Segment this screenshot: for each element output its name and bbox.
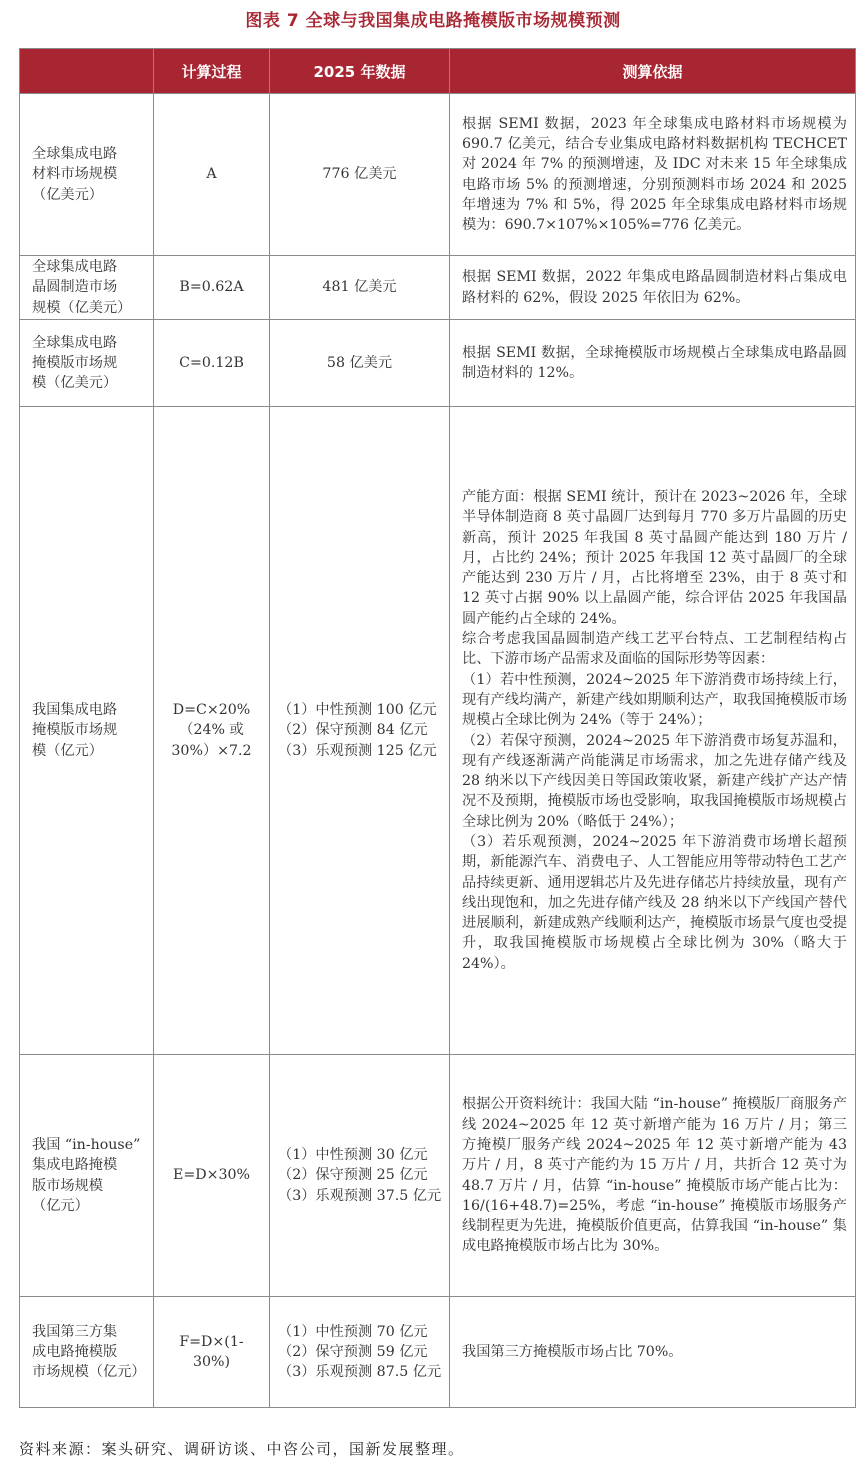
text-line: 我国集成电路	[32, 702, 118, 719]
text-para: 我国第三方掩模版市场占比 70%。	[462, 1343, 683, 1360]
row-item-name	[20, 320, 154, 407]
text-para: （3）若乐观预测，2024~2025 年下游消费市场增长超预期，新能源汽车、消费电子、人工智能应用等带动特色工艺产品持续更新、通用逻辑芯片及先进存储芯片持续放量，现有产线出现饱和，加之先进存储产线及 28 纳米以下产线国产替代进展顺利，新建成熟产线顺利达产，掩模版市场景气度也受提升，取我国掩模版市场规模占全球比例为 30%（略大于 24%）。	[462, 833, 847, 972]
header-2025-data: 2025 年数据	[270, 49, 450, 94]
row-basis	[450, 94, 856, 256]
table-row	[20, 94, 856, 256]
text-line: （24% 或	[179, 722, 244, 739]
row-2025-data	[270, 94, 450, 256]
text-line: 模（亿美元）	[32, 375, 118, 392]
text-line: （亿元）	[32, 1197, 89, 1214]
text-line: （3）乐观预测 37.5 亿元	[278, 1187, 442, 1204]
text-para: 产能方面：根据 SEMI 统计，预计在 2023~2026 年，全球半导体制造商 8 英寸晶圆厂达到每月 770 多万片晶圆的历史新高，预计 2025 年我国 8 英寸晶圆产能达到 180 万片 / 月，占比约 24%；预计 2025 年我国 12 英寸晶圆厂的全球产能达到 230 万片 / 月，占比将增至 23%，由于 8 英寸和 12 英寸占据 90% 以上晶圆产能，综合评估 2025 年我国晶圆产能约占全球的 24%。	[462, 488, 847, 627]
text-para: 综合考虑我国晶圆制造产线工艺平台特点、工艺制程结构占比、下游市场产品需求及面临的国际形势等因素：	[462, 631, 847, 668]
text-para: 根据 SEMI 数据，2023 年全球集成电路材料市场规模为 690.7 亿美元，结合专业集成电路材料数据机构 TECHCET 对 2024 年 7% 的预测增速，及 IDC 对未来 15 年全球集成电路市场 5% 的预测增速，分别预测料市场 2024 和 2025 年增速为 7% 和 5%，得 2025 年全球集成电路材料市场规模为：690.7×107%×105%=776 亿美元。	[462, 115, 847, 234]
text-para: 根据公开资料统计：我国大陆 “in-house” 掩模版厂商服务产线 2024~2025 年 12 英寸新增产能为 16 万片 / 月；第三方掩模厂服务产线 2024~2025 年 12 英寸新增产能为 43 万片 / 月，8 英寸产能约为 15 万片 / 月，共折合 12 英寸为 48.7 万片 / 月，估算 “in-house” 掩模版市场产能占比为：16/(16+48.7)=25%，考虑 “in-house” 掩模版市场服务产线制程更为先进，掩模版价值更高，估算我国 “in-house” 集成电路掩模版市场占比为 30%。	[462, 1096, 847, 1255]
text-line: 30%）×7.2	[171, 742, 252, 759]
text-line: 全球集成电路	[32, 259, 118, 276]
text-line: 晶圆制造市场	[32, 279, 118, 296]
text-line: （1）中性预测 30 亿元	[278, 1147, 428, 1164]
text-line: （1）中性预测 100 亿元	[278, 702, 437, 719]
text-line: 市场规模（亿元）	[32, 1364, 146, 1381]
row-basis	[450, 1055, 856, 1297]
text-line: 我国第三方集	[32, 1323, 118, 1340]
row-calc	[154, 1297, 270, 1408]
table-row	[20, 407, 856, 1055]
header-basis: 测算依据	[450, 49, 856, 94]
text-line: 掩模版市场规	[32, 354, 118, 371]
text-para: 根据 SEMI 数据，全球掩模版市场规模占全球集成电路晶圆制造材料的 12%。	[462, 344, 847, 381]
text-line: 776 亿美元	[322, 166, 397, 183]
text-line: 我国 “in-house”	[32, 1136, 141, 1153]
row-basis	[450, 320, 856, 407]
row-2025-data	[270, 256, 450, 320]
row-item-name	[20, 94, 154, 256]
row-item-name	[20, 407, 154, 1055]
text-line: 版市场规模	[32, 1177, 103, 1194]
text-line: 成电路掩模版	[32, 1343, 118, 1360]
row-2025-data	[270, 320, 450, 407]
table-row	[20, 320, 856, 407]
table-row	[20, 1055, 856, 1297]
row-basis	[450, 1297, 856, 1408]
row-item-name	[20, 1055, 154, 1297]
row-2025-data	[270, 407, 450, 1055]
text-line: A	[206, 166, 217, 183]
row-basis	[450, 407, 856, 1055]
text-line: F=D×(1-	[179, 1333, 244, 1350]
forecast-table	[19, 48, 856, 1408]
source-note: 资料来源：案头研究、调研访谈、中咨公司，国新发展整理。	[19, 1440, 465, 1458]
text-line: 集成电路掩模	[32, 1157, 118, 1174]
row-calc	[154, 94, 270, 256]
text-line: （3）乐观预测 87.5 亿元	[278, 1364, 442, 1381]
table-row	[20, 1297, 856, 1408]
text-para: （2）若保守预测，2024~2025 年下游消费市场复苏温和，现有产线逐渐满产尚能满足市场需求，加之先进存储产线及 28 纳米以下产线因美日等国政策收紧，新建产线扩产达产情况不及预期，掩模版市场也受影响，取我国掩模版市场规模占全球比例为 20%（略低于 24%）；	[462, 732, 847, 830]
row-item-name	[20, 1297, 154, 1408]
text-line: （亿美元）	[32, 186, 103, 203]
text-line: 掩模版市场规	[32, 722, 118, 739]
text-line: 模（亿元）	[32, 742, 103, 759]
row-2025-data	[270, 1055, 450, 1297]
text-para: 根据 SEMI 数据，2022 年集成电路晶圆制造材料占集成电路材料的 62%，假设 2025 年依旧为 62%。	[462, 269, 847, 306]
text-line: C=0.12B	[179, 354, 244, 371]
text-line: 材料市场规模	[32, 166, 118, 183]
row-calc	[154, 407, 270, 1055]
row-2025-data	[270, 1297, 450, 1408]
row-item-name	[20, 256, 154, 320]
figure-title: 图表 7 全球与我国集成电路掩模版市场规模预测	[245, 11, 621, 31]
row-calc	[154, 1055, 270, 1297]
header-item	[20, 49, 154, 94]
text-line: （2）保守预测 25 亿元	[278, 1167, 428, 1184]
header-row	[20, 49, 856, 94]
text-line: E=D×30%	[172, 1167, 251, 1184]
text-line: 全球集成电路	[32, 334, 118, 351]
header-calc: 计算过程	[154, 49, 270, 94]
text-line: 481 亿美元	[322, 279, 397, 296]
text-line: 规模（亿美元）	[32, 299, 132, 316]
text-line: （3）乐观预测 125 亿元	[278, 742, 437, 759]
text-line: 58 亿美元	[326, 354, 393, 371]
table-row	[20, 256, 856, 320]
text-line: （2）保守预测 59 亿元	[278, 1343, 428, 1360]
text-line: B=0.62A	[179, 279, 244, 296]
text-line: （1）中性预测 70 亿元	[278, 1323, 428, 1340]
text-line: 全球集成电路	[32, 146, 118, 163]
text-para: （1）若中性预测，2024~2025 年下游消费市场持续上行，现有产线均满产，新建产线如期顺利达产，取我国掩模版市场规模占全球比例为 24%（等于 24%）；	[462, 671, 847, 729]
text-line: （2）保守预测 84 亿元	[278, 722, 428, 739]
text-line: 30%)	[192, 1354, 231, 1370]
row-calc	[154, 256, 270, 320]
row-basis	[450, 256, 856, 320]
text-line: D=C×20%	[172, 702, 251, 719]
row-calc	[154, 320, 270, 407]
